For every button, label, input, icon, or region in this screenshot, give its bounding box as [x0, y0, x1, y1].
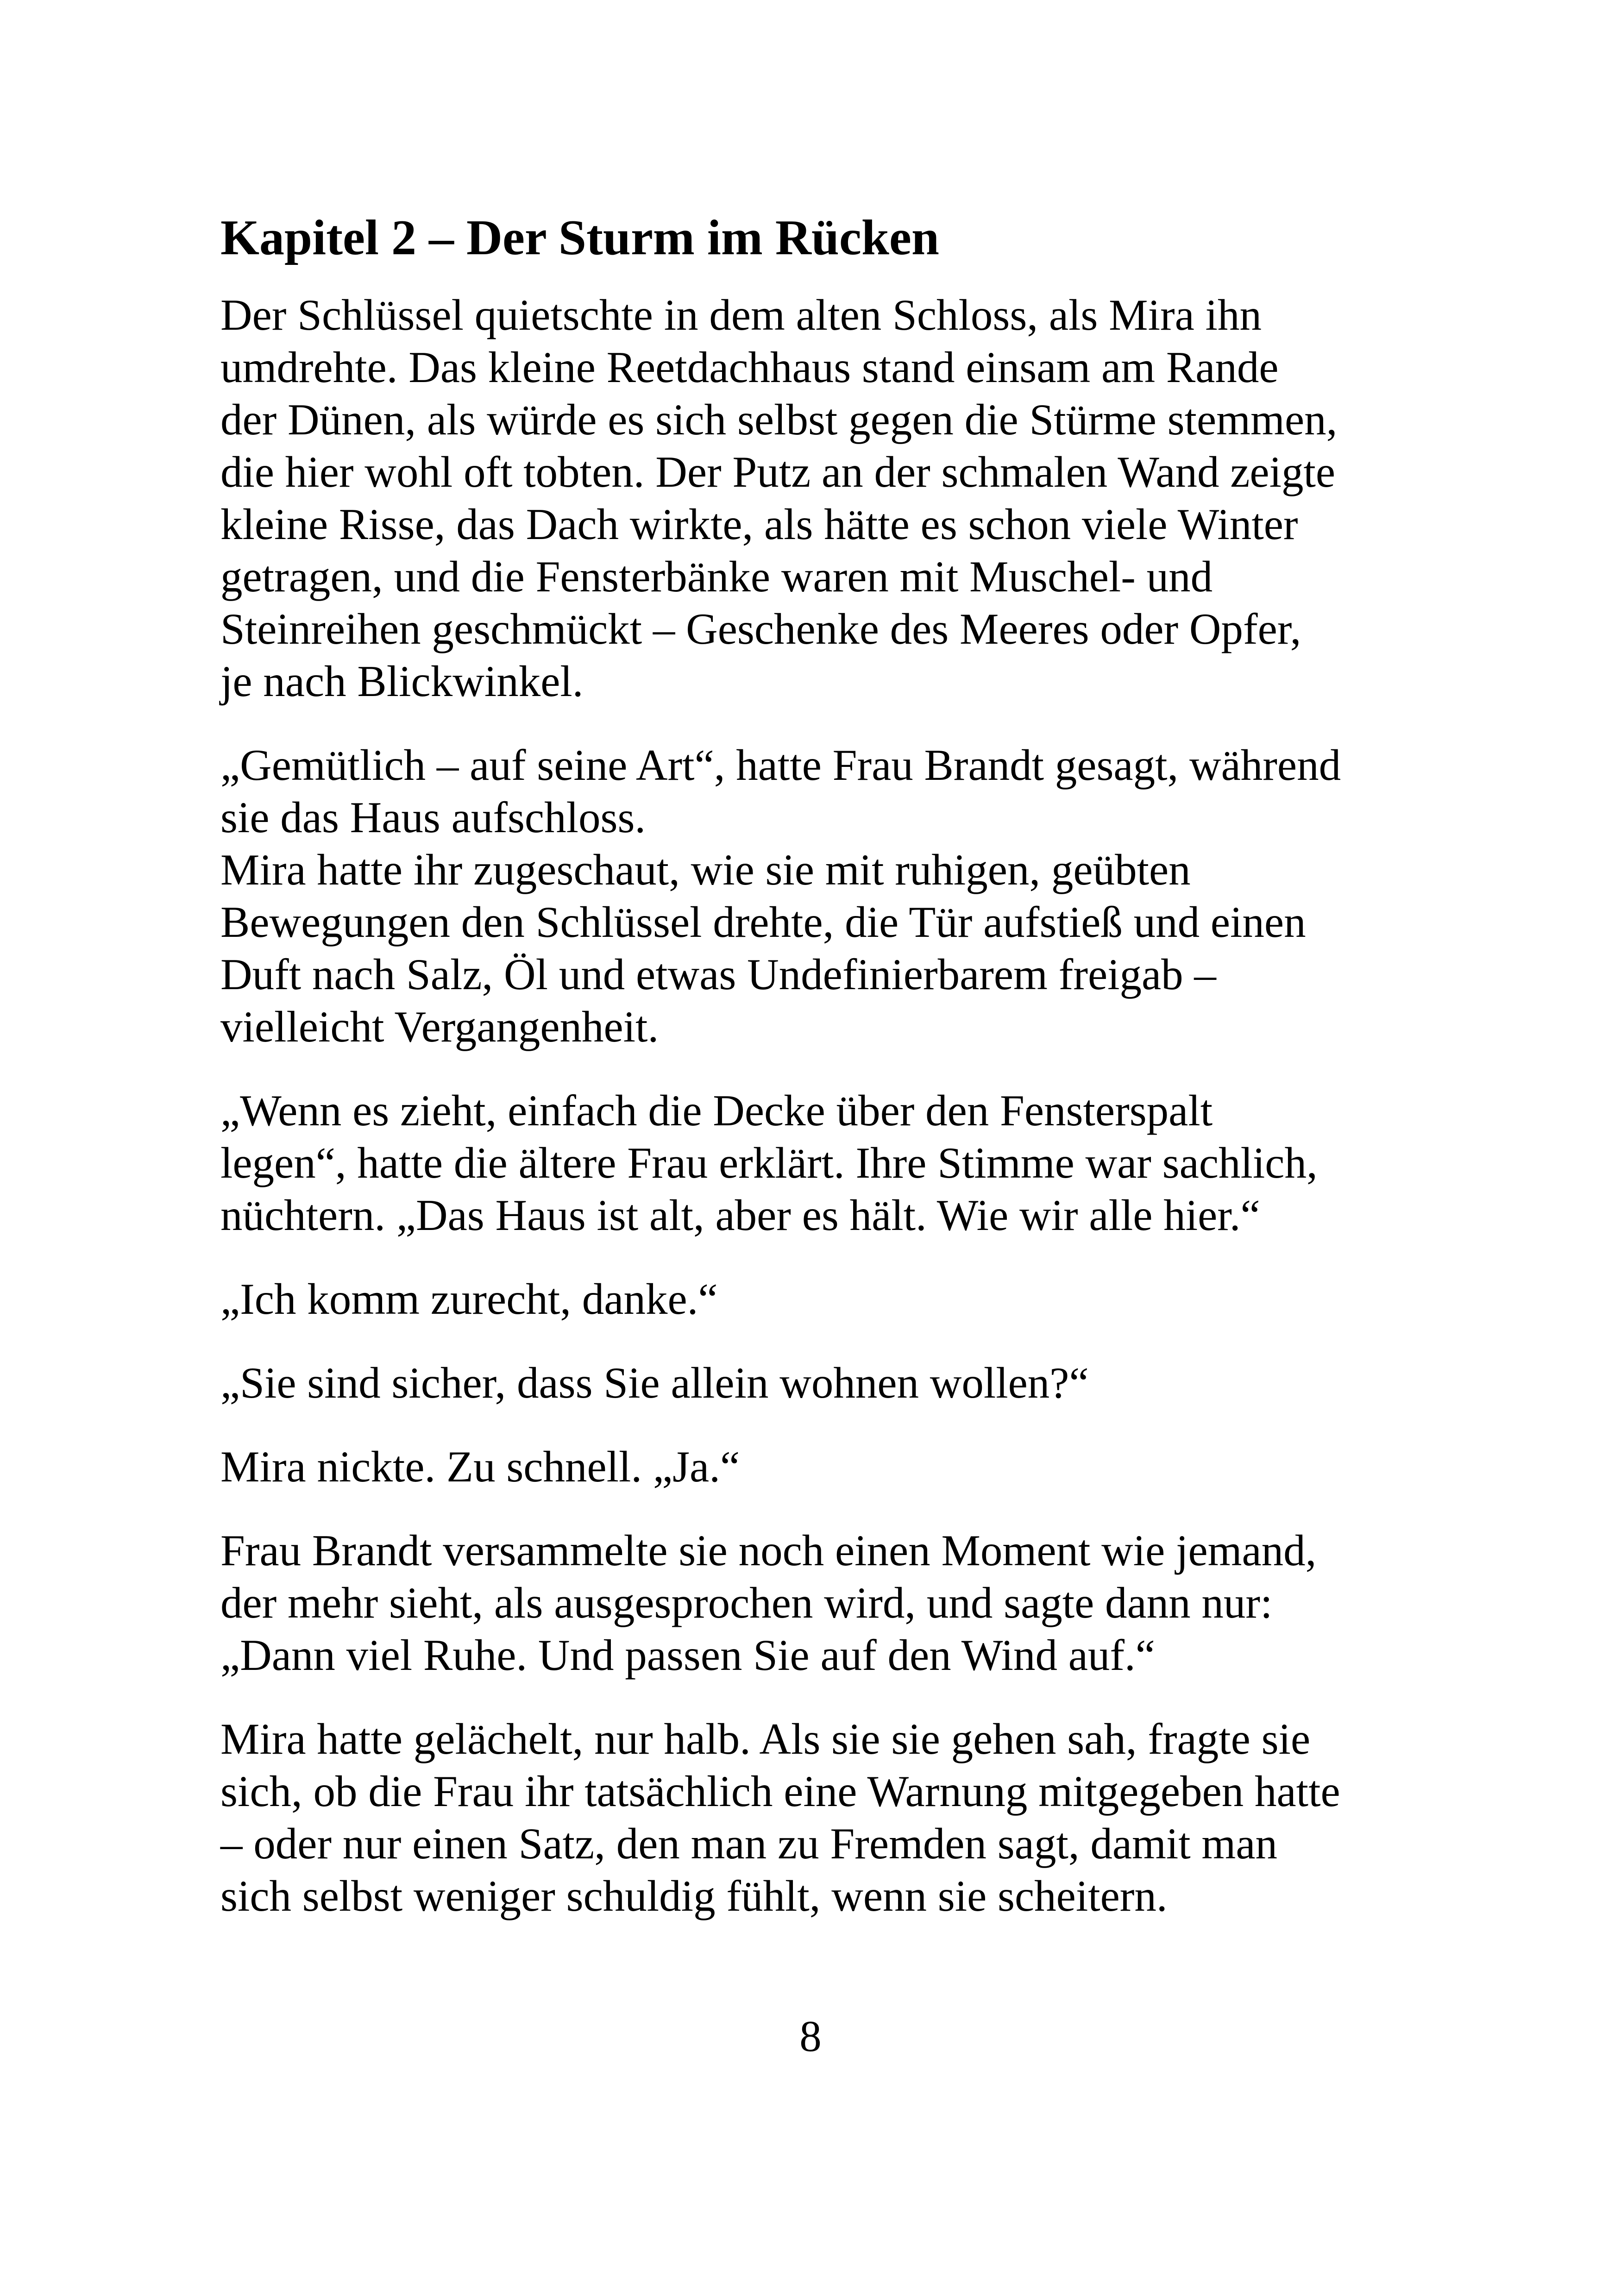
text-line: Steinreihen geschmückt – Geschenke des Meeres oder Opfer,: [220, 604, 1301, 654]
page-text-block: [220, 209, 1425, 1954]
chapter-title: Kapitel 2 – Der Sturm im Rücken: [220, 210, 939, 265]
paragraph: [220, 289, 1425, 708]
text-line: kleine Risse, das Dach wirkte, als hätte es schon viele Winter: [220, 500, 1298, 549]
text-line: Frau Brandt versammelte sie noch einen Moment wie jemand,: [220, 1526, 1317, 1575]
text-line: vielleicht Vergangenheit.: [220, 1002, 659, 1052]
text-line: sie das Haus aufschloss.: [220, 793, 646, 842]
text-line: nüchtern. „Das Haus ist alt, aber es hält. Wie wir alle hier.“: [220, 1191, 1260, 1240]
text-line: „Wenn es zieht, einfach die Decke über den Fensterspalt: [220, 1086, 1213, 1135]
text-line: „Ich komm zurecht, danke.“: [220, 1274, 718, 1324]
body-text: [220, 289, 1425, 1922]
text-line: „Gemütlich – auf seine Art“, hatte Frau Brandt gesagt, während: [220, 740, 1341, 790]
text-line: sich, ob die Frau ihr tatsächlich eine Warnung mitgegeben hatte: [220, 1767, 1340, 1816]
text-line: getragen, und die Fensterbänke waren mit Muschel- und: [220, 552, 1213, 602]
text-line: Mira hatte ihr zugeschaut, wie sie mit ruhigen, geübten: [220, 845, 1191, 895]
text-line: je nach Blickwinkel.: [220, 657, 584, 706]
text-line: legen“, hatte die ältere Frau erklärt. Ihre Stimme war sachlich,: [220, 1138, 1318, 1188]
text-line: Duft nach Salz, Öl und etwas Undefinierbarem freigab –: [220, 950, 1216, 999]
paragraph: [220, 1713, 1425, 1922]
text-line: „Sie sind sicher, dass Sie allein wohnen wollen?“: [220, 1358, 1089, 1408]
text-line: – oder nur einen Satz, den man zu Fremden sagt, damit man: [220, 1819, 1277, 1869]
text-line: die hier wohl oft tobten. Der Putz an der schmalen Wand zeigte: [220, 447, 1336, 497]
paragraph: [220, 1524, 1425, 1681]
page-number: 8: [799, 2012, 822, 2061]
text-line: der Dünen, als würde es sich selbst gegen die Stürme stemmen,: [220, 395, 1338, 445]
paragraph: [220, 1273, 1425, 1325]
paragraph: [220, 1085, 1425, 1242]
paragraph: [220, 739, 1425, 1053]
text-line: der mehr sieht, als ausgesprochen wird, und sagte dann nur:: [220, 1578, 1273, 1628]
paragraph: [220, 1357, 1425, 1409]
text-line: Bewegungen den Schlüssel drehte, die Tür aufstieß und einen: [220, 897, 1306, 947]
text-line: Der Schlüssel quietschte in dem alten Schloss, als Mira ihn: [220, 290, 1262, 340]
text-line: „Dann viel Ruhe. Und passen Sie auf den Wind auf.“: [220, 1631, 1155, 1680]
text-line: Mira hatte gelächelt, nur halb. Als sie sie gehen sah, fragte sie: [220, 1714, 1311, 1764]
paragraph: [220, 1441, 1425, 1493]
text-line: Mira nickte. Zu schnell. „Ja.“: [220, 1442, 740, 1492]
text-line: umdrehte. Das kleine Reetdachhaus stand einsam am Rande: [220, 343, 1279, 392]
text-line: sich selbst weniger schuldig fühlt, wenn sie scheitern.: [220, 1871, 1168, 1921]
